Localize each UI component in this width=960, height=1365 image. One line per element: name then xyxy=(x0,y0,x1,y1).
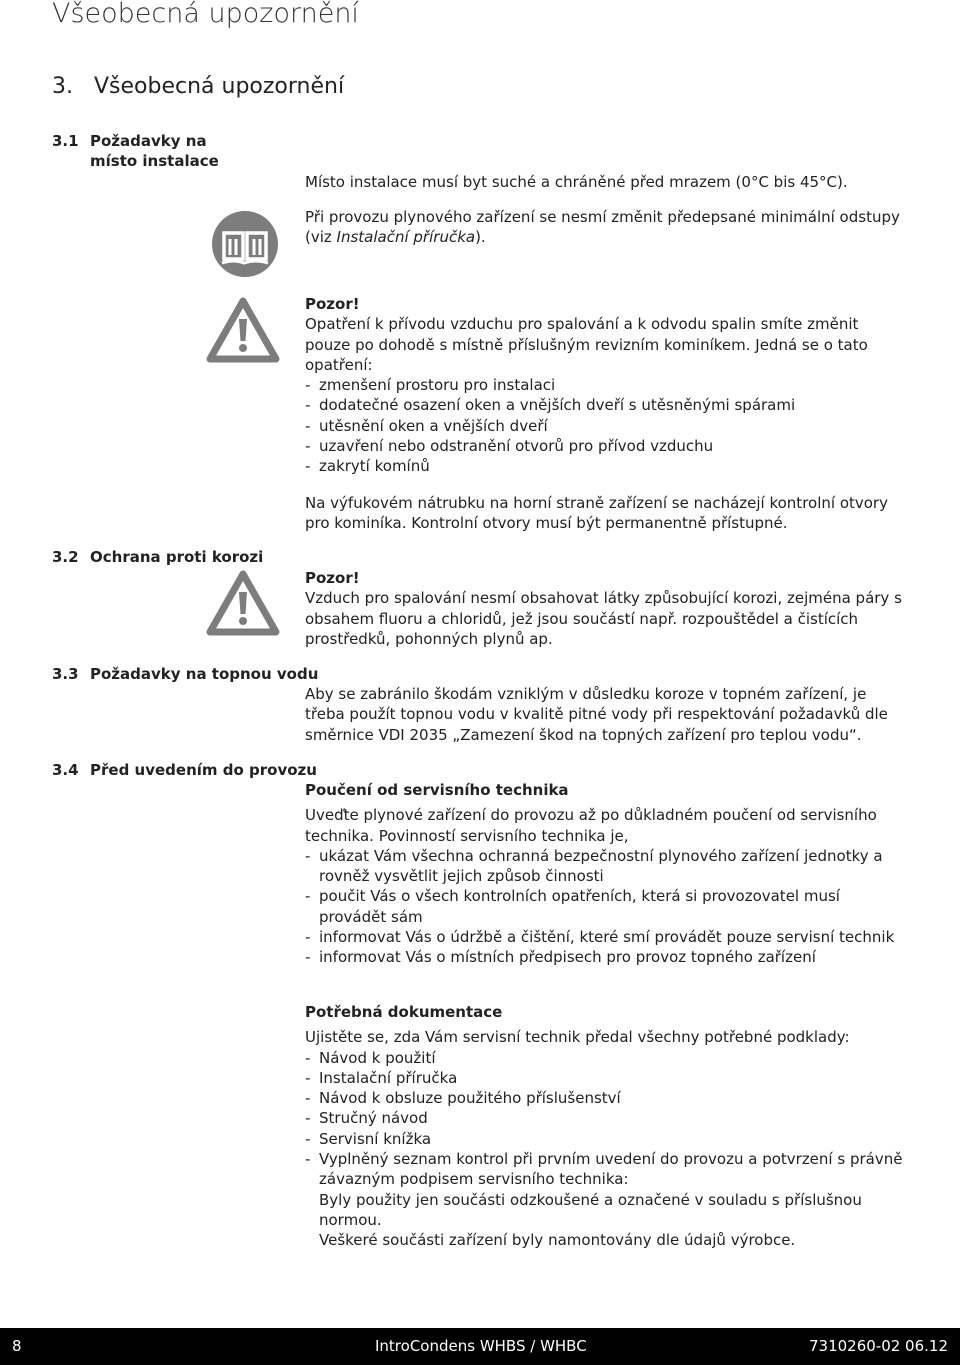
s34-heading-instruction: Poučení od servisního technika xyxy=(305,781,569,799)
list-item: - ukázat Vám všechna ochranná bezpečnostní plynového zařízení jednotky a rovněž vysvětlit jejich způsob činnosti xyxy=(305,846,905,887)
s31-paragraph-1: Místo instalace musí byt suché a chráněné před mrazem (0°C bis 45°C). xyxy=(305,173,848,191)
warning-text: Opatření k přívodu vzduchu pro spalování a k odvodu spalin smíte změnit pouze po dohodě s místně příslušným revizním kominíkem. Jedná se o tato opatření: xyxy=(305,315,868,374)
section-number: 3.1 xyxy=(52,132,79,150)
s31-paragraph-2 xyxy=(305,207,905,248)
list-item: - Instalační příručka xyxy=(305,1068,905,1088)
section-number: 3.4 xyxy=(52,761,79,779)
footer-document-code: 7310260-02 06.12 xyxy=(808,1337,948,1355)
measures-list xyxy=(305,375,905,476)
list-item: - dodatečné osazení oken a vnějších dveří s utěsněnými spárami xyxy=(305,395,905,415)
list-item: - informovat Vás o údržbě a čištění, které smí provádět pouze servisní technik xyxy=(305,927,905,947)
list-item: - Návod k použití xyxy=(305,1048,905,1068)
documents-list xyxy=(305,1048,905,1251)
list-item-checklist xyxy=(305,1149,905,1250)
book-icon xyxy=(212,211,278,277)
list-item: - zakrytí komínů xyxy=(305,456,905,476)
section-title: Požadavky na místo instalace xyxy=(90,132,219,170)
s31-paragraph-3: Na výfukovém nátrubku na horní straně zařízení se nacházejí kontrolní otvory pro kominíka. Kontrolní otvory musí být permanentně přístupné. xyxy=(305,494,888,533)
list-item: - zmenšení prostoru pro instalaci xyxy=(305,375,905,395)
s34-intro: Uveďte plynové zařízení do provozu až po důkladném poučení od servisního technika. Povinností servisního technika je, xyxy=(305,806,877,845)
footer-product-name: IntroCondens WHBS / WHBC xyxy=(375,1337,587,1355)
duties-list xyxy=(305,846,905,968)
warning-triangle-icon xyxy=(206,297,280,363)
warning-label: Pozor! xyxy=(305,295,360,313)
section-heading-3-2 xyxy=(52,547,263,567)
s34-docs-intro: Ujistěte se, zda Vám servisní technik předal všechny potřebné podklady: xyxy=(305,1028,850,1047)
s34-instruction-block xyxy=(305,780,905,968)
list-item: - Stručný návod xyxy=(305,1108,905,1128)
chapter-title xyxy=(52,74,344,99)
s33-text: Aby se zabránilo škodám vzniklým v důsledku koroze v topném zařízení, je třeba použít topnou vodu v kvalitě pitné vody při respektování požadavků dle směrnice VDI 2035 „Zamezení škod na topných zařízení pro teplou vodu“. xyxy=(305,685,888,744)
s31-warning-block xyxy=(305,294,905,477)
warning-label: Pozor! xyxy=(305,569,360,587)
chapter-number: 3. xyxy=(52,74,73,99)
section-heading-3-3 xyxy=(52,664,318,684)
footer-page-number: 8 xyxy=(12,1337,22,1355)
s34-heading-documentation: Potřebná dokumentace xyxy=(305,1003,503,1021)
page-header-title: Všeobecná upozornění xyxy=(52,0,359,29)
s32-warning-block xyxy=(305,568,905,649)
warning-triangle-icon xyxy=(206,570,280,636)
s31-p2-end: ). xyxy=(475,228,486,247)
s31-p2-text: Při provozu plynového zařízení se nesmí změnit předepsané minimální odstupy (viz xyxy=(305,208,900,247)
section-heading-3-4 xyxy=(52,760,317,780)
section-heading-3-1 xyxy=(52,131,252,171)
section-number: 3.3 xyxy=(52,665,79,683)
checklist-confirmation-1: Byly použity jen součásti odzkoušené a označené v souladu s příslušnou normou. xyxy=(319,1190,862,1229)
section-title: Ochrana proti korozi xyxy=(90,548,264,566)
list-item: - Servisní knížka xyxy=(305,1129,905,1149)
list-item: - informovat Vás o místních předpisech pro provoz topného zařízení xyxy=(305,947,905,967)
section-title: Požadavky na topnou vodu xyxy=(90,665,319,683)
list-item: - uzavření nebo odstranění otvorů pro přívod vzduchu xyxy=(305,436,905,456)
checklist-text: Vyplněný seznam kontrol při prvním uvedení do provozu a potvrzení s právně závazným podpisem servisního technika: xyxy=(319,1150,903,1189)
page-footer xyxy=(0,1328,960,1365)
list-item: - poučit Vás o všech kontrolních opatřeních, která si provozovatel musí provádět sám xyxy=(305,886,905,927)
list-item: - Návod k obsluze použitého příslušenství xyxy=(305,1088,905,1108)
checklist-confirmation-2: Veškeré součásti zařízení byly namontovány dle údajů výrobce. xyxy=(319,1231,796,1250)
warning-text: Vzduch pro spalování nesmí obsahovat látky způsobující korozi, zejména páry s obsahem fluoru a chloridů, jež jsou součástí např. rozpouštědel a čistících prostředků, pohonných plynů ap. xyxy=(305,589,902,648)
section-number: 3.2 xyxy=(52,548,79,566)
chapter-title-text: Všeobecná upozornění xyxy=(94,74,345,99)
s34-documentation-block xyxy=(305,1002,905,1251)
section-title: Před uvedením do provozu xyxy=(90,761,317,779)
list-item: - utěsnění oken a vnějších dveří xyxy=(305,416,905,436)
s31-p2-reference: Instalační příručka xyxy=(336,228,476,247)
